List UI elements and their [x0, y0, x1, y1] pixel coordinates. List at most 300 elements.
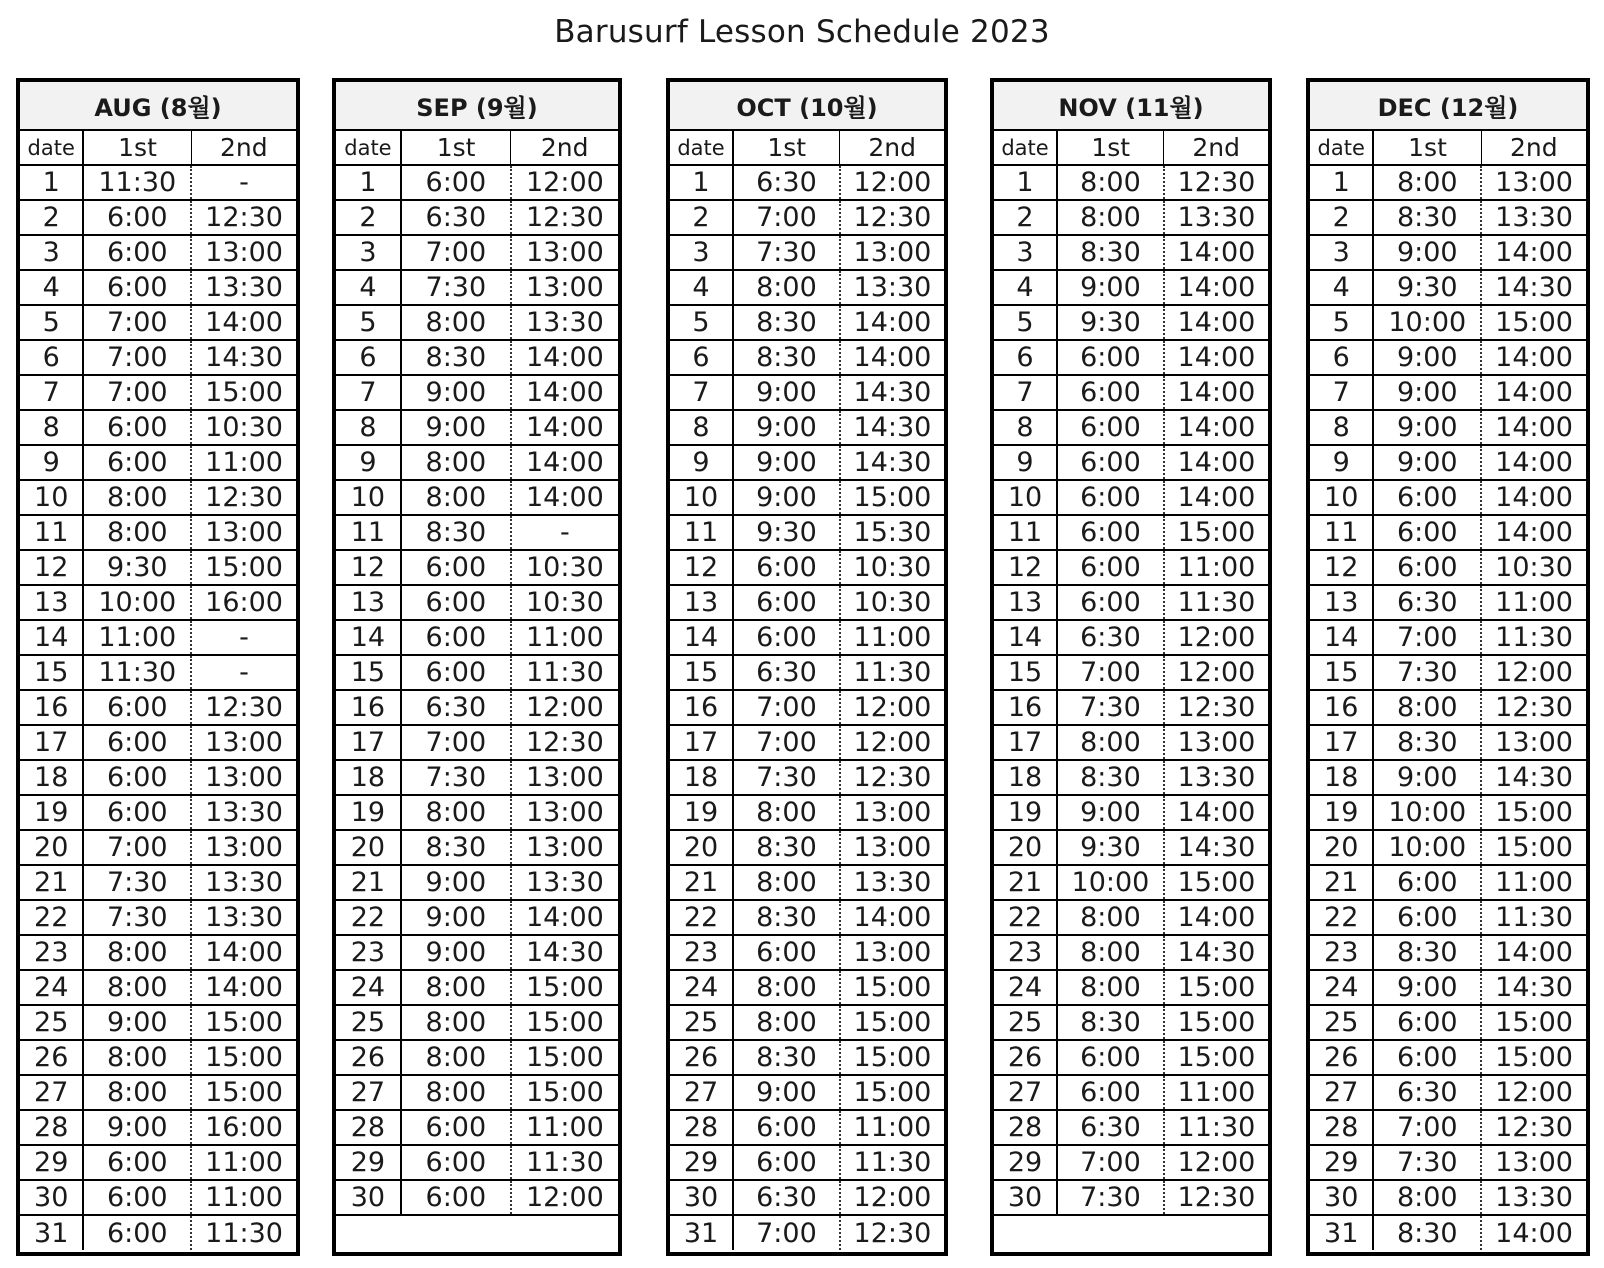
- first-lesson-cell: 8:00: [1373, 1180, 1481, 1215]
- first-lesson-cell: 6:30: [1373, 585, 1481, 620]
- first-lesson-cell: 6:00: [1057, 340, 1164, 375]
- date-cell: 27: [994, 1075, 1057, 1110]
- second-lesson-cell: 12:30: [853, 1217, 932, 1249]
- second-lesson-cell: 13:00: [840, 830, 944, 865]
- table-row: [20, 445, 296, 480]
- table-row: [1310, 340, 1586, 375]
- date-cell: 6: [336, 340, 401, 375]
- date-cell: 15: [670, 655, 733, 690]
- date-cell: 27: [20, 1075, 83, 1110]
- first-lesson-cell: 7:00: [1057, 655, 1164, 690]
- first-lesson-cell: 6:00: [83, 1215, 191, 1250]
- table-row: [994, 760, 1268, 795]
- second-lesson-cell: 13:00: [511, 830, 618, 865]
- second-lesson-cell: 11:00: [1481, 865, 1586, 900]
- first-lesson-cell: 8:30: [401, 515, 511, 550]
- second-lesson-cell: 13:00: [1164, 725, 1268, 760]
- second-lesson-cell: 14:00: [840, 340, 944, 375]
- first-lesson-cell: 8:30: [1373, 725, 1481, 760]
- table-row: [336, 760, 618, 795]
- first-lesson-cell: 6:30: [1373, 1075, 1481, 1110]
- first-lesson-cell: 6:00: [1057, 1075, 1164, 1110]
- second-lesson-cell: 12:30: [191, 200, 296, 235]
- second-lesson-cell: 15:00: [840, 1040, 944, 1075]
- second-lesson-cell: 15:00: [1481, 795, 1586, 830]
- second-lesson-cell: 14:00: [840, 305, 944, 340]
- table-row: [1310, 445, 1586, 480]
- second-lesson-cell: 12:30: [511, 200, 618, 235]
- date-cell: 30: [670, 1180, 733, 1215]
- table-row: [670, 550, 944, 585]
- column-header-2nd: 2nd: [840, 130, 944, 165]
- table-row: [670, 1040, 944, 1075]
- second-lesson-cell: 13:00: [511, 235, 618, 270]
- date-cell: 28: [20, 1110, 83, 1145]
- first-lesson-cell: 6:30: [401, 200, 511, 235]
- date-cell: 10: [336, 480, 401, 515]
- date-cell: 18: [994, 760, 1057, 795]
- first-lesson-cell: 8:00: [83, 970, 191, 1005]
- table-row: [670, 340, 944, 375]
- table-row: [336, 1180, 618, 1215]
- table-row: [336, 830, 618, 865]
- first-lesson-cell: 7:00: [1373, 1110, 1481, 1145]
- first-lesson-cell: 9:00: [1373, 235, 1481, 270]
- table-row: [336, 235, 618, 270]
- date-cell: 3: [670, 235, 733, 270]
- second-lesson-cell: 14:00: [1164, 235, 1268, 270]
- table-row: [20, 340, 296, 375]
- month-table-sep: [332, 78, 622, 1256]
- date-cell: 13: [336, 585, 401, 620]
- table-row: [336, 1110, 618, 1145]
- second-lesson-cell: 12:30: [191, 690, 296, 725]
- date-cell: 19: [994, 795, 1057, 830]
- first-lesson-cell: 7:00: [401, 235, 511, 270]
- first-lesson-cell: 6:00: [1373, 1040, 1481, 1075]
- table-row: [20, 410, 296, 445]
- second-lesson-cell: 12:00: [1481, 655, 1586, 690]
- table-row: [336, 165, 618, 200]
- second-lesson-cell: 11:00: [1481, 585, 1586, 620]
- second-lesson-cell: 14:00: [1495, 1217, 1573, 1249]
- date-cell: 9: [994, 445, 1057, 480]
- date-cell: 29: [670, 1145, 733, 1180]
- date-cell: 28: [670, 1110, 733, 1145]
- date-cell: 8: [336, 410, 401, 445]
- date-cell: 7: [20, 375, 83, 410]
- second-lesson-cell: 14:00: [1481, 340, 1586, 375]
- date-cell: 17: [20, 725, 83, 760]
- date-cell: 19: [1310, 795, 1373, 830]
- second-lesson-cell: 15:00: [1164, 970, 1268, 1005]
- date-cell: 9: [670, 445, 733, 480]
- date-cell: 8: [20, 410, 83, 445]
- second-lesson-cell: 12:30: [191, 480, 296, 515]
- second-lesson-cell: 12:30: [511, 725, 618, 760]
- date-cell: 24: [20, 970, 83, 1005]
- first-lesson-cell: 7:30: [401, 270, 511, 305]
- table-row: [670, 375, 944, 410]
- table-row: [20, 865, 296, 900]
- date-cell: 20: [1310, 830, 1373, 865]
- second-lesson-cell: 15:00: [511, 970, 618, 1005]
- second-lesson-cell: 15:00: [1164, 1005, 1268, 1040]
- column-header-2nd: 2nd: [1481, 130, 1586, 165]
- second-lesson-cell: 10:30: [511, 585, 618, 620]
- first-lesson-cell: 8:00: [401, 1040, 511, 1075]
- second-lesson-cell: 13:00: [511, 760, 618, 795]
- second-lesson-cell: 13:30: [191, 270, 296, 305]
- table-row: [994, 550, 1268, 585]
- date-cell: 5: [994, 305, 1057, 340]
- second-lesson-cell: 15:00: [511, 1005, 618, 1040]
- table-row: [994, 970, 1268, 1005]
- date-cell: 11: [336, 515, 401, 550]
- first-lesson-cell: 9:30: [1057, 305, 1164, 340]
- date-cell: 6: [20, 340, 83, 375]
- second-lesson-cell: 11:00: [511, 1110, 618, 1145]
- table-row: [20, 1145, 296, 1180]
- month-table-aug: [16, 78, 300, 1256]
- second-lesson-cell: 11:00: [840, 1110, 944, 1145]
- second-lesson-cell: 13:30: [1164, 200, 1268, 235]
- date-cell: 9: [1310, 445, 1373, 480]
- second-lesson-cell: 13:30: [191, 900, 296, 935]
- date-cell: 10: [670, 480, 733, 515]
- first-lesson-cell: 8:00: [401, 795, 511, 830]
- first-lesson-cell: 8:00: [83, 935, 191, 970]
- first-lesson-cell: 9:00: [401, 865, 511, 900]
- date-cell: 14: [670, 620, 733, 655]
- table-row: [994, 795, 1268, 830]
- table-row: [336, 655, 618, 690]
- first-lesson-cell: 8:30: [733, 305, 840, 340]
- first-lesson-cell: 6:00: [401, 1180, 511, 1215]
- date-cell: 13: [670, 585, 733, 620]
- empty-cell: [994, 1215, 1268, 1250]
- second-lesson-cell: 13:00: [1481, 725, 1586, 760]
- date-cell: 8: [1310, 410, 1373, 445]
- table-row: [994, 375, 1268, 410]
- first-lesson-cell: 7:30: [733, 760, 840, 795]
- second-lesson-cell: 13:30: [1481, 200, 1586, 235]
- date-cell: 3: [336, 235, 401, 270]
- table-row: [1310, 165, 1586, 200]
- table-row: [20, 1040, 296, 1075]
- date-cell: 17: [336, 725, 401, 760]
- date-cell: 14: [1310, 620, 1373, 655]
- date-cell: 3: [20, 235, 83, 270]
- second-lesson-cell: 11:30: [1481, 900, 1586, 935]
- first-lesson-cell: 6:00: [83, 200, 191, 235]
- table-row: [1310, 550, 1586, 585]
- table-row: [1310, 515, 1586, 550]
- second-lesson-cell: 13:00: [1481, 165, 1586, 200]
- date-cell: 13: [20, 585, 83, 620]
- first-lesson-cell: 6:00: [1057, 480, 1164, 515]
- date-cell: 26: [670, 1040, 733, 1075]
- first-lesson-cell: 8:00: [401, 305, 511, 340]
- second-lesson-cell: 13:30: [191, 865, 296, 900]
- date-cell: 22: [336, 900, 401, 935]
- column-header-1st: 1st: [83, 130, 191, 165]
- table-row: [670, 795, 944, 830]
- first-lesson-cell: 11:30: [83, 655, 191, 690]
- first-lesson-cell: 6:00: [1373, 1005, 1481, 1040]
- date-cell: 11: [20, 515, 83, 550]
- date-cell: 23: [20, 935, 83, 970]
- second-lesson-cell: 13:30: [1481, 1180, 1586, 1215]
- table-row: [1310, 1180, 1586, 1215]
- first-lesson-cell: 8:30: [1057, 760, 1164, 795]
- second-lesson-cell: 10:30: [511, 550, 618, 585]
- first-lesson-cell: 6:00: [83, 445, 191, 480]
- second-lesson-cell: 15:00: [1481, 1005, 1586, 1040]
- date-cell: 13: [1310, 585, 1373, 620]
- table-row: [1310, 760, 1586, 795]
- first-lesson-cell: 7:00: [733, 200, 840, 235]
- second-lesson-cell: 14:00: [511, 340, 618, 375]
- first-lesson-cell: 7:00: [83, 340, 191, 375]
- table-row: [994, 690, 1268, 725]
- table-row: [1310, 375, 1586, 410]
- date-cell: 27: [336, 1075, 401, 1110]
- second-lesson-cell: 14:00: [511, 375, 618, 410]
- second-lesson-cell: 14:30: [1481, 970, 1586, 1005]
- date-cell: 12: [336, 550, 401, 585]
- first-lesson-cell: 8:00: [1373, 690, 1481, 725]
- table-row: [336, 865, 618, 900]
- table-row: [994, 480, 1268, 515]
- table-row: [670, 480, 944, 515]
- first-lesson-cell: 6:00: [401, 165, 511, 200]
- month-table-dec: [1306, 78, 1590, 1256]
- table-row: [670, 620, 944, 655]
- first-lesson-cell: 6:00: [1373, 900, 1481, 935]
- table-row: [1310, 725, 1586, 760]
- table-row: [336, 410, 618, 445]
- table-row: [994, 515, 1268, 550]
- date-cell: 30: [994, 1180, 1057, 1215]
- table-row: [20, 900, 296, 935]
- table-row: [20, 1110, 296, 1145]
- second-lesson-cell: 14:00: [840, 900, 944, 935]
- first-lesson-cell: 8:30: [1057, 1005, 1164, 1040]
- table-row: [994, 830, 1268, 865]
- table-row: [994, 935, 1268, 970]
- date-cell: 26: [994, 1040, 1057, 1075]
- first-lesson-cell: 6:00: [83, 760, 191, 795]
- first-lesson-cell: 6:00: [1057, 585, 1164, 620]
- month-header: AUG (8월): [20, 82, 296, 130]
- date-cell: 11: [1310, 515, 1373, 550]
- table-row: [994, 340, 1268, 375]
- second-lesson-cell: 14:30: [1481, 270, 1586, 305]
- date-cell: 27: [1310, 1075, 1373, 1110]
- first-lesson-cell: 7:30: [1057, 1180, 1164, 1215]
- table-row: [1310, 690, 1586, 725]
- table-row: [1310, 655, 1586, 690]
- date-cell: 18: [1310, 760, 1373, 795]
- second-lesson-cell: 15:00: [511, 1040, 618, 1075]
- table-row: [20, 1005, 296, 1040]
- column-header-date: date: [336, 130, 401, 165]
- empty-row: [336, 1215, 618, 1250]
- table-row: [336, 970, 618, 1005]
- second-lesson-cell: 11:00: [511, 620, 618, 655]
- second-lesson-cell: 12:30: [1164, 690, 1268, 725]
- column-header-1st: 1st: [1373, 130, 1481, 165]
- second-lesson-cell: 14:00: [1164, 340, 1268, 375]
- column-header-1st: 1st: [733, 130, 840, 165]
- table-row: [20, 585, 296, 620]
- date-cell: 31: [20, 1215, 83, 1250]
- first-lesson-cell: 11:30: [83, 165, 191, 200]
- date-cell: 28: [336, 1110, 401, 1145]
- first-lesson-cell: 7:30: [83, 900, 191, 935]
- second-lesson-cell: -: [191, 165, 296, 200]
- first-lesson-cell: 9:00: [733, 480, 840, 515]
- first-lesson-cell: 9:30: [733, 515, 840, 550]
- first-lesson-cell: 6:00: [83, 795, 191, 830]
- table-row: [336, 445, 618, 480]
- date-cell: 26: [20, 1040, 83, 1075]
- first-lesson-cell: 8:00: [401, 1075, 511, 1110]
- date-cell: 2: [994, 200, 1057, 235]
- first-lesson-cell: 10:00: [1373, 795, 1481, 830]
- column-header-date: date: [1310, 130, 1373, 165]
- table-row: [1310, 830, 1586, 865]
- date-cell: 12: [670, 550, 733, 585]
- table-row: [1310, 585, 1586, 620]
- date-cell: 19: [20, 795, 83, 830]
- first-lesson-cell: 6:00: [401, 655, 511, 690]
- table-row: [20, 760, 296, 795]
- table-row: [670, 970, 944, 1005]
- date-cell: 1: [670, 165, 733, 200]
- second-lesson-cell: 16:00: [191, 1110, 296, 1145]
- table-row: [1310, 865, 1586, 900]
- first-lesson-cell: 10:00: [1057, 865, 1164, 900]
- first-lesson-cell: 9:00: [401, 935, 511, 970]
- second-lesson-cell: 15:00: [840, 1075, 944, 1110]
- empty-cell: [336, 1215, 618, 1250]
- table-row: [20, 270, 296, 305]
- table-row: [994, 1110, 1268, 1145]
- date-cell: 31: [1310, 1215, 1373, 1250]
- table-row: [336, 1075, 618, 1110]
- first-lesson-cell: 6:00: [401, 1145, 511, 1180]
- date-cell: 29: [994, 1145, 1057, 1180]
- first-lesson-cell: 9:00: [83, 1005, 191, 1040]
- date-cell: 2: [670, 200, 733, 235]
- first-lesson-cell: 7:00: [83, 830, 191, 865]
- date-cell: 7: [336, 375, 401, 410]
- first-lesson-cell: 6:30: [1057, 1110, 1164, 1145]
- date-cell: 22: [994, 900, 1057, 935]
- second-lesson-cell: 14:00: [1481, 375, 1586, 410]
- first-lesson-cell: 6:00: [1057, 550, 1164, 585]
- table-row: [994, 235, 1268, 270]
- second-lesson-cell: -: [191, 620, 296, 655]
- first-lesson-cell: 6:00: [83, 725, 191, 760]
- table-row: [20, 200, 296, 235]
- date-cell: 21: [336, 865, 401, 900]
- second-lesson-cell: 16:00: [191, 585, 296, 620]
- first-lesson-cell: 6:00: [1057, 445, 1164, 480]
- date-cell: 7: [670, 375, 733, 410]
- date-cell: 3: [994, 235, 1057, 270]
- table-row: [336, 1005, 618, 1040]
- table-row: [20, 935, 296, 970]
- first-lesson-cell: 6:00: [733, 1145, 840, 1180]
- table-row: [670, 1145, 944, 1180]
- second-lesson-cell: 13:00: [511, 270, 618, 305]
- first-lesson-cell: 6:30: [1057, 620, 1164, 655]
- date-cell: 22: [20, 900, 83, 935]
- second-lesson-cell: 14:00: [1164, 480, 1268, 515]
- table-row: [670, 655, 944, 690]
- page-title: Barusurf Lesson Schedule 2023: [554, 14, 1050, 50]
- table-row: [20, 1180, 296, 1215]
- second-lesson-cell: 14:30: [840, 445, 944, 480]
- second-lesson-cell: 14:00: [511, 900, 618, 935]
- table-row: [1310, 795, 1586, 830]
- table-row: [670, 165, 944, 200]
- second-lesson-cell: 12:00: [511, 690, 618, 725]
- date-cell: 10: [1310, 480, 1373, 515]
- date-cell: 23: [1310, 935, 1373, 970]
- date-cell: 20: [994, 830, 1057, 865]
- date-cell: 6: [670, 340, 733, 375]
- first-lesson-cell: 9:30: [83, 550, 191, 585]
- second-lesson-cell: 11:00: [1164, 550, 1268, 585]
- second-lesson-cell: 10:30: [191, 410, 296, 445]
- table-row: [994, 305, 1268, 340]
- second-lesson-cell: 14:00: [1481, 480, 1586, 515]
- first-lesson-cell: 8:30: [1373, 200, 1481, 235]
- second-lesson-cell: 11:30: [840, 655, 944, 690]
- table-row: [670, 585, 944, 620]
- date-cell: 29: [20, 1145, 83, 1180]
- table-row: [336, 200, 618, 235]
- second-lesson-cell: -: [191, 655, 296, 690]
- first-lesson-cell: 8:00: [1057, 200, 1164, 235]
- second-lesson-cell: 13:00: [191, 830, 296, 865]
- date-cell: 7: [1310, 375, 1373, 410]
- first-lesson-cell: 8:00: [83, 1040, 191, 1075]
- first-lesson-cell: 7:00: [1057, 1145, 1164, 1180]
- table-row: [336, 550, 618, 585]
- date-cell: 20: [20, 830, 83, 865]
- first-lesson-cell: 7:30: [401, 760, 511, 795]
- schedule-table: [336, 82, 618, 1250]
- date-cell: 10: [994, 480, 1057, 515]
- second-lesson-cell: 13:30: [840, 270, 944, 305]
- table-row: [1310, 1075, 1586, 1110]
- table-row: [994, 655, 1268, 690]
- date-cell: 3: [1310, 235, 1373, 270]
- table-row: [20, 970, 296, 1005]
- table-row: [994, 270, 1268, 305]
- second-lesson-cell: 13:00: [840, 235, 944, 270]
- first-lesson-cell: 7:30: [1373, 1145, 1481, 1180]
- column-header-1st: 1st: [401, 130, 511, 165]
- first-lesson-cell: 6:30: [733, 165, 840, 200]
- second-lesson-cell: 12:30: [1481, 1110, 1586, 1145]
- table-row: [670, 1215, 944, 1250]
